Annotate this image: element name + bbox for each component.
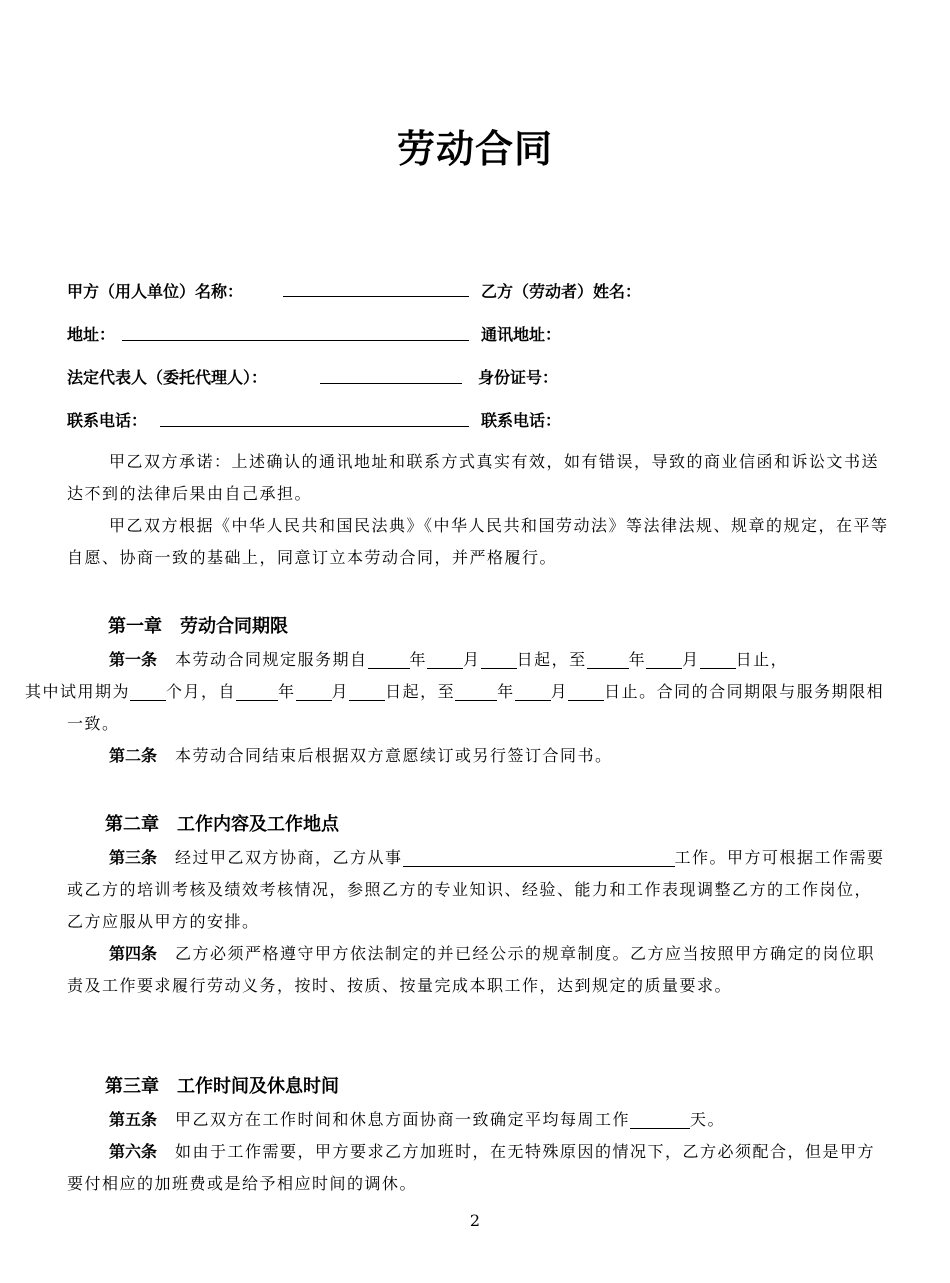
trial-label: 其中试用期为 [25,682,131,701]
phone-a-label: 联系电话： [67,411,148,430]
blank-end-month[interactable] [646,650,682,669]
article-4 [67,938,889,1002]
article-2 [67,740,889,772]
blank-work-days[interactable] [630,1110,690,1129]
article-5 [67,1104,889,1136]
blank-trial-end-year[interactable] [455,682,497,701]
year-label: 年 [628,650,647,669]
blank-trial-start-day[interactable] [349,682,385,701]
year-label: 年 [497,682,515,701]
day-to-label: 日止， [735,650,789,669]
blank-start-year[interactable] [368,650,410,669]
id-number-label: 身份证号： [478,368,559,387]
blank-start-month[interactable] [427,650,463,669]
article-2-label: 第二条 [109,746,158,765]
month-label: 月 [550,682,569,701]
year-label: 年 [409,650,428,669]
article-1-end-text: 日止。合同的合同期限与服务期限相一致。 [67,682,885,733]
article-6-label: 第六条 [109,1142,158,1161]
chapter-2-title: 第二章 工作内容及工作地点 [105,814,339,835]
year-label: 年 [278,682,296,701]
intro-paragraph-1: 甲乙双方承诺：上述确认的通讯地址和联系方式真实有效，如有错误，导致的商业信函和诉讼文书送达不到的法律后果由自己承担。 [67,452,880,503]
blank-end-year[interactable] [587,650,629,669]
day-from-label: 日起，至 [516,650,587,669]
article-6 [67,1136,889,1200]
article-2-text: 本劳动合同结束后根据双方意愿续订或另行签订合同书。 [175,746,613,765]
article-1-text: 本劳动合同规定服务期自 [175,650,368,669]
article-4-text: 乙方必须严格遵守甲方依法制定的并已经公示的规章制度。乙方应当按照甲方确定的岗位职责及工作要求履行劳动义务，按时、按质、按量完成本职工作，达到规定的质量要求。 [67,944,876,995]
blank-trial-end-day[interactable] [568,682,604,701]
chapter-3-title: 第三章 工作时间及休息时间 [105,1076,339,1097]
month-label: 月 [682,650,700,669]
intro-paragraph-2: 甲乙双方根据《中华人民共和国民法典》《中华人民共和国劳动法》等法律法规、规章的规定，在平等自愿、协商一致的基础上，同意订立本劳动合同，并严格履行。 [67,516,889,567]
party-a-name-label: 甲方（用人单位）名称： [67,282,244,301]
article-1-label: 第一条 [109,650,158,669]
article-3-label: 第三条 [109,848,158,867]
article-5-label: 第五条 [109,1110,158,1129]
party-a-name-blank[interactable] [283,296,469,297]
blank-trial-months[interactable] [130,682,166,701]
article-4-label: 第四条 [109,944,158,963]
article-3-text-post: 工作。甲方可根据工作需要或乙方的培训考核及绩效考核情况，参照乙方的专业知识、经验、能力和工作表现调整乙方的工作岗位，乙方应服从甲方的安排。 [67,848,885,931]
blank-trial-start-year[interactable] [236,682,278,701]
chapter-1-title: 第一章 劳动合同期限 [108,616,288,637]
article-1 [25,644,889,740]
blank-job-title[interactable] [403,848,675,867]
page-number: 2 [469,1211,481,1230]
months-from-label: 个月，自 [166,682,237,701]
article-5-text-pre: 甲乙双方在工作时间和休息方面协商一致确定平均每周工作 [175,1110,631,1129]
article-6-text: 如由于工作需要，甲方要求乙方加班时，在无特殊原因的情况下，乙方必须配合，但是甲方要付相应的加班费或是给予相应时间的调休。 [67,1142,876,1193]
legal-rep-label: 法定代表人（委托代理人）： [67,368,268,387]
party-b-name-label: 乙方（劳动者）姓名： [481,282,642,301]
month-label: 月 [331,682,350,701]
article-3-text-pre: 经过甲乙双方协商，乙方从事 [175,848,403,867]
legal-rep-blank[interactable] [320,383,462,384]
article-3 [67,842,889,938]
phone-b-label: 联系电话： [481,411,562,430]
day-from-label: 日起，至 [385,682,456,701]
blank-end-day[interactable] [700,650,736,669]
mail-address-label: 通讯地址： [481,325,562,344]
month-label: 月 [463,650,481,669]
blank-start-day[interactable] [481,650,517,669]
address-label: 地址： [67,325,116,344]
blank-trial-start-month[interactable] [296,682,332,701]
address-blank[interactable] [122,340,469,341]
article-5-text-post: 天。 [690,1110,726,1129]
blank-trial-end-month[interactable] [515,682,551,701]
page-title: 劳动合同 [396,127,553,171]
phone-a-blank[interactable] [160,426,469,427]
